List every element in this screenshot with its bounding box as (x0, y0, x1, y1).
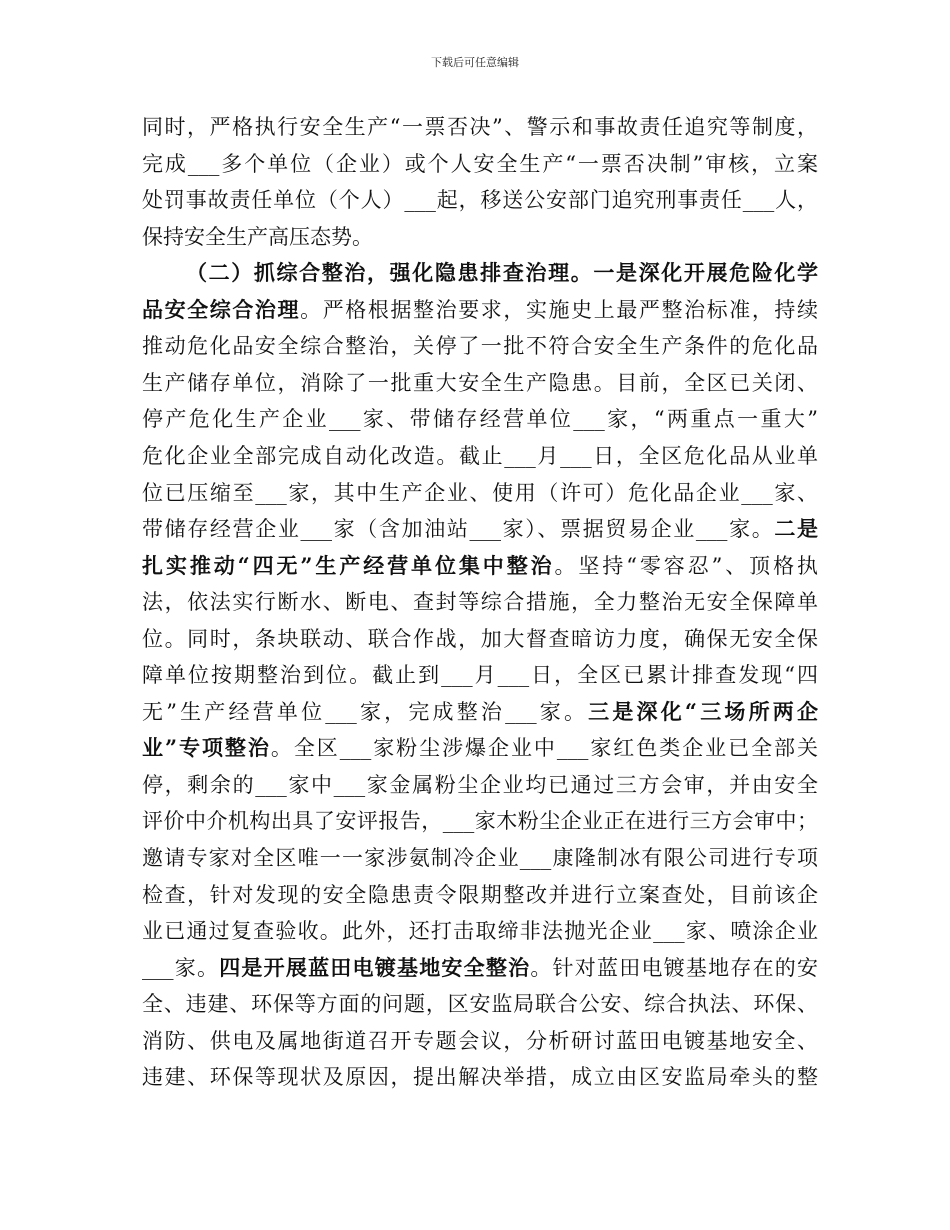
text-segment: 保持安全生产高压态势。 (142, 224, 373, 249)
text-line (142, 624, 818, 654)
text-line (142, 587, 818, 617)
text-segment: 带储存经营企业___家（含加油站___家）、票据贸易企业___家。 (142, 517, 775, 542)
text-segment: 消防、供电及属地街道召开专题会议，分析研讨蓝田电镀基地安全、 (142, 1028, 818, 1053)
text-segment: 处罚事故责任单位（个人）___起，移送公安部门追究刑事责任___人， (142, 188, 818, 213)
text-segment: 危化企业全部完成自动化改造。截止___月___日，全区危化品从业单 (142, 443, 818, 468)
text-line (186, 258, 818, 288)
text-line (142, 551, 818, 581)
bold-text: 业”专项整治 (142, 735, 271, 761)
text-line (142, 222, 818, 252)
text-segment: 完成___多个单位（企业）或个人安全生产“一票否决制”审核，立案 (142, 151, 818, 176)
text-line (142, 916, 818, 946)
bold-text: 扎实推动“四无”生产经营单位集中整治 (142, 552, 555, 578)
text-line (142, 660, 818, 690)
bold-text: 四是开展蓝田电镀基地安全整治 (219, 954, 531, 980)
text-line (142, 806, 818, 836)
bold-text: 二是 (774, 516, 819, 542)
text-segment: 评价中介机构出具了安评报告，___家木粉尘企业正在进行三方会审中； (142, 809, 818, 834)
text-line (142, 1062, 818, 1092)
text-line (142, 770, 818, 800)
text-line (142, 697, 818, 727)
text-line (142, 1026, 818, 1056)
text-segment: 生产储存单位，消除了一批重大安全生产隐患。目前，全区已关闭、 (142, 370, 818, 395)
text-segment: 邀请专家对全区唯一一家涉氨制冷企业___康隆制冰有限公司进行专项 (142, 846, 818, 870)
text-line (142, 149, 818, 179)
text-segment: 违建、环保等现状及原因，提出解决举措，成立由区安监局牵头的整 (142, 1065, 818, 1090)
bold-text: 三是深化“三场所两企 (588, 698, 818, 724)
text-line (142, 880, 818, 910)
text-segment: 。全区___家粉尘涉爆企业中___家红色类企业已全部关 (270, 736, 818, 761)
text-segment: 停，剩余的___家中___家金属粉尘企业均已通过三方会审，并由安全 (142, 772, 818, 797)
text-segment: 推动危化品安全综合整治，关停了一批不符合安全生产条件的危化品 (142, 334, 818, 359)
text-segment: 同时，严格执行安全生产“一票否决”、警示和事故责任追究等制度， (142, 115, 818, 139)
text-segment: 停产危化生产企业___家、带储存经营单位___家，“两重点一重大” (142, 407, 818, 432)
text-line (142, 112, 818, 142)
bold-text: （二）抓综合整治，强化隐患排查治理。 (186, 260, 594, 286)
text-segment: 。坚持“零容忍”、顶格执 (554, 553, 818, 578)
text-segment: 障单位按期整治到位。截止到___月___日，全区已累计排查发现“四 (142, 663, 818, 688)
text-segment: 。严格根据整治要求，实施史上最严整治标准，持续 (300, 297, 819, 322)
text-line (142, 989, 818, 1019)
text-line (142, 295, 818, 325)
text-line (142, 331, 818, 361)
bold-text: 品安全综合治理 (142, 296, 301, 322)
text-segment: 位。同时，条块联动、联合作战，加大督查暗访力度，确保无安全保 (142, 626, 818, 651)
text-line (142, 404, 818, 434)
text-line (142, 478, 818, 508)
text-segment: 检查，针对发现的安全隐患责令限期整改并进行立案查处，目前该企 (142, 882, 818, 907)
page-header: 下载后可任意编辑 (431, 56, 519, 69)
text-segment: 业已通过复查验收。此外，还打击取缔非法抛光企业___家、喷涂企业 (142, 919, 818, 944)
text-line (142, 514, 818, 544)
text-segment: 位已压缩至___家，其中生产企业、使用（许可）危化品企业___家、 (142, 480, 818, 505)
text-segment: 法，依法实行断水、断电、查封等综合措施，全力整治无安全保障单 (142, 590, 818, 615)
text-line (142, 843, 818, 873)
text-segment: 全、违建、环保等方面的问题，区安监局联合公安、综合执法、环保、 (142, 992, 818, 1017)
text-segment: 无”生产经营单位___家，完成整治___家。 (142, 699, 589, 724)
text-line (142, 185, 818, 215)
text-line (142, 953, 818, 983)
bold-text: 一是深化开展危险化学 (593, 260, 819, 286)
text-segment: 。针对蓝田电镀基地存在的安 (530, 955, 819, 980)
text-line (142, 441, 818, 471)
text-line (142, 733, 818, 763)
text-segment: ___家。 (142, 955, 220, 980)
text-line (142, 368, 818, 398)
